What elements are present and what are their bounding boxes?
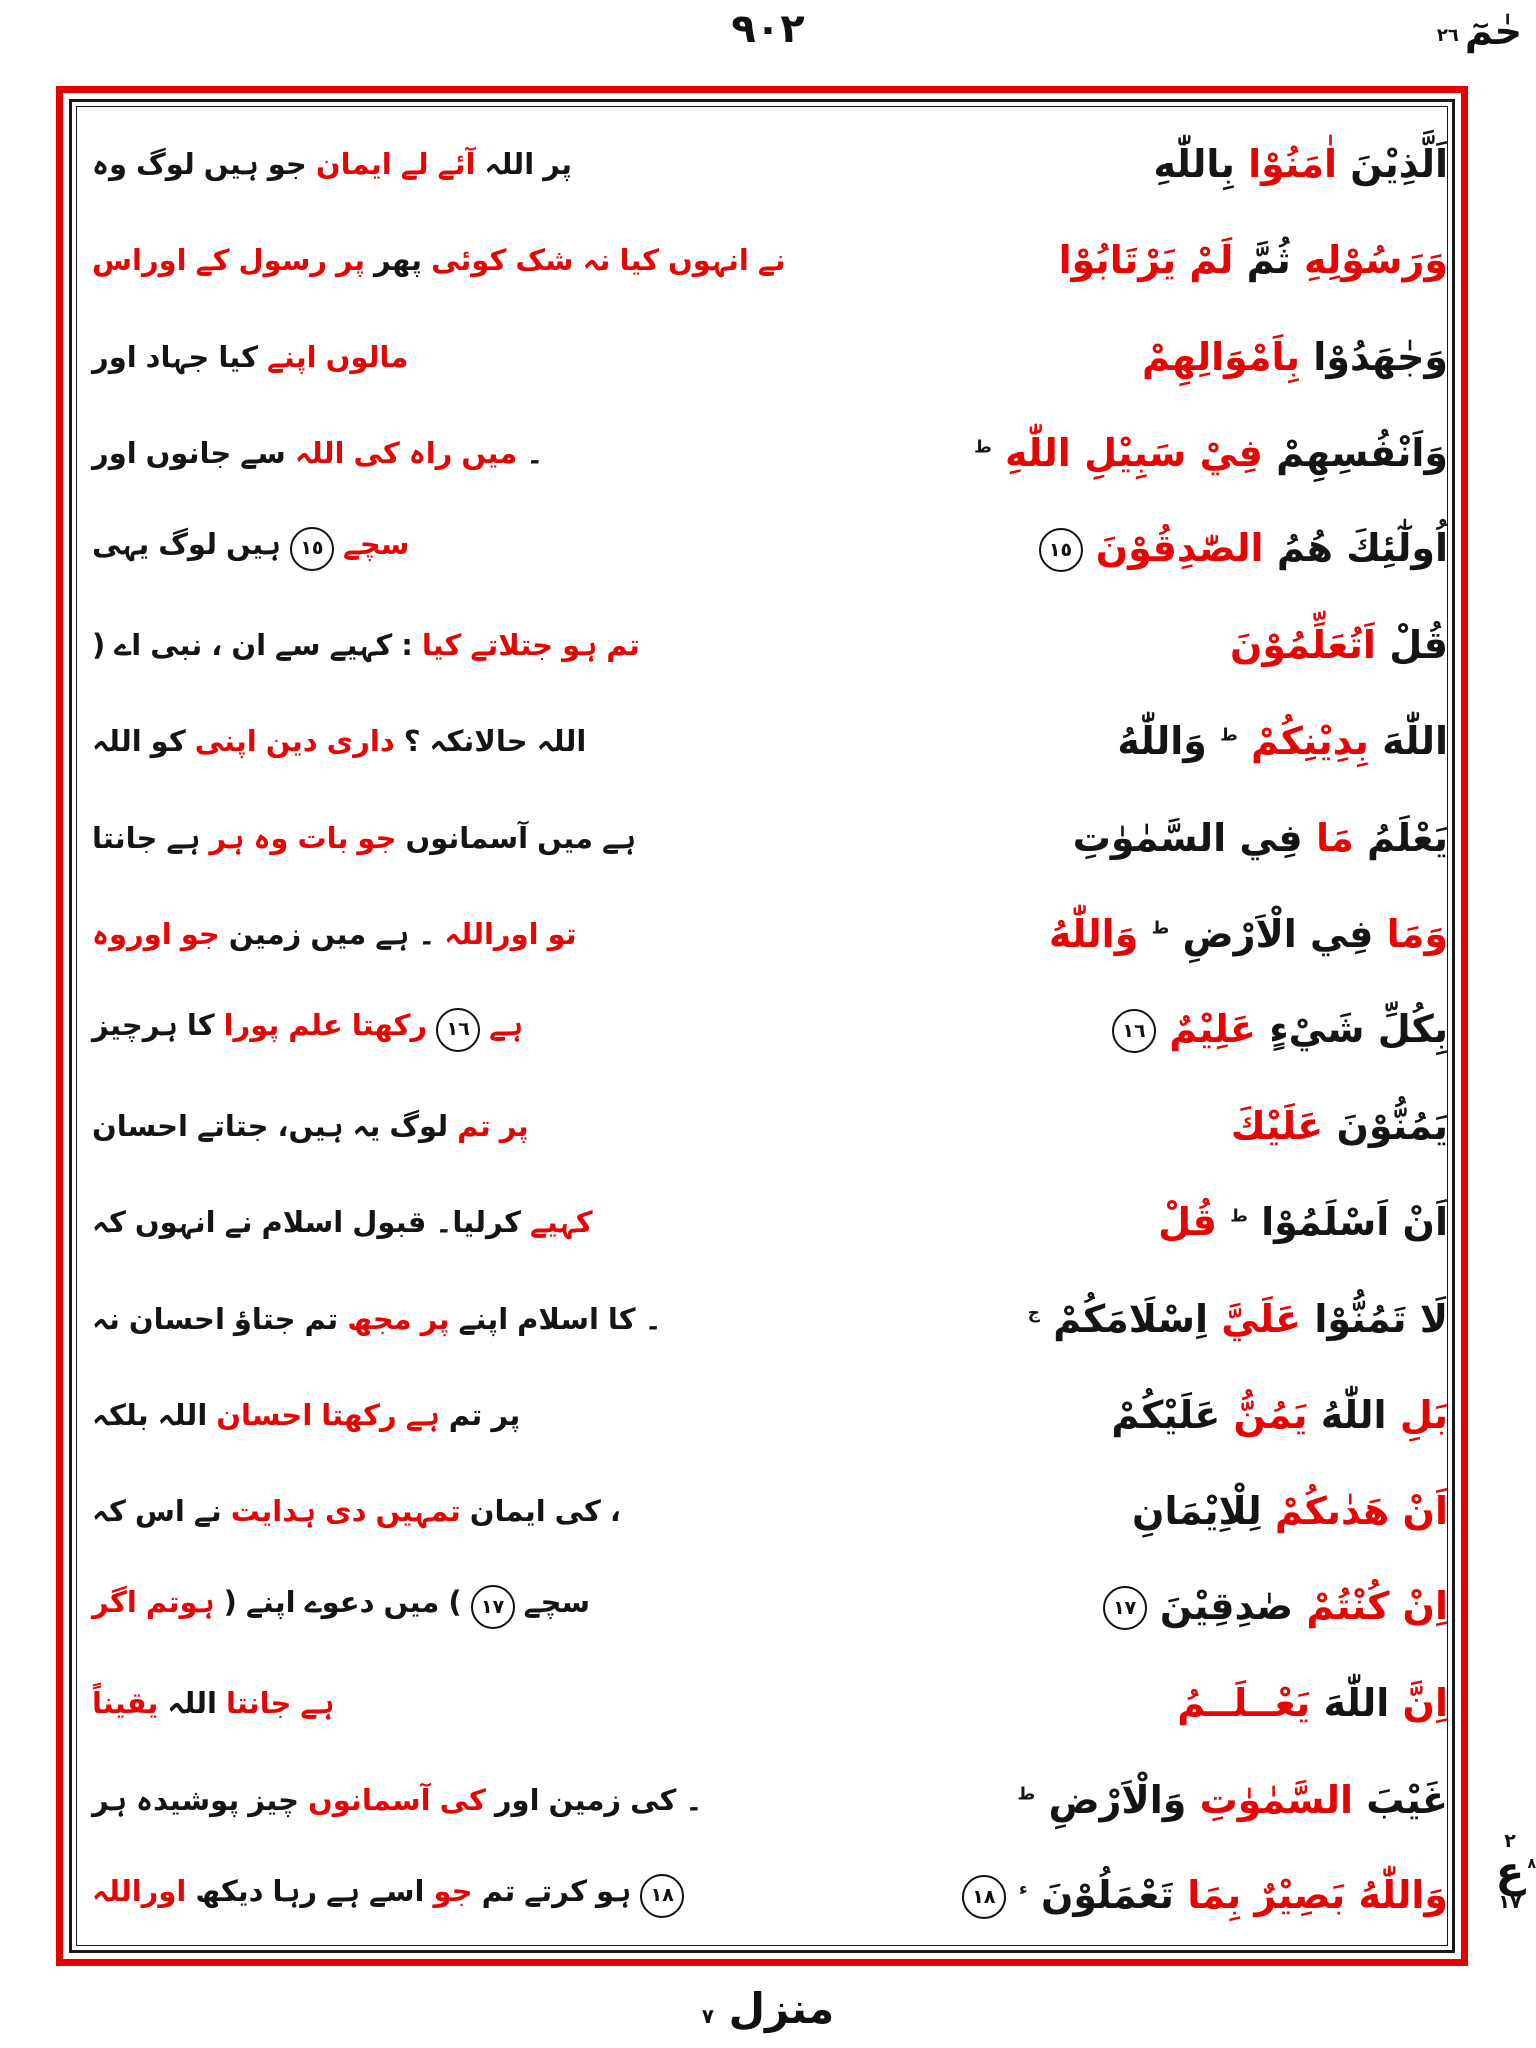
urdu-word: ۔ xyxy=(418,916,436,951)
ayah-medallion: ١٨ xyxy=(640,1874,684,1918)
urdu-word: دیکھ xyxy=(195,1873,264,1908)
arabic-phrase: قُلْ xyxy=(1389,623,1448,668)
arabic-phrase: وَجٰهَدُوْا xyxy=(1313,334,1448,379)
urdu-word: کہ xyxy=(92,1493,126,1528)
urdu-word: کی xyxy=(439,1782,486,1817)
arabic-ayah-line xyxy=(888,1200,1452,1244)
urdu-word: ہو xyxy=(596,1873,632,1908)
urdu-word: میں xyxy=(383,1585,440,1620)
urdu-word: ایمان xyxy=(469,1493,546,1528)
urdu-word: ، xyxy=(211,628,223,663)
ayah-medallion: ١٧ xyxy=(1103,1586,1147,1630)
urdu-word: دین xyxy=(265,724,318,759)
arabic-phrase: فِي السَّمٰوٰتِ xyxy=(1072,815,1303,860)
urdu-word: ۔ xyxy=(526,435,544,470)
arabic-phrase: اَنْ اَسْلَمُوْا xyxy=(1261,1200,1448,1245)
arabic-phrase: يَمُنُّ xyxy=(1233,1392,1308,1437)
urdu-word: نہ xyxy=(92,1301,120,1336)
arabic-phrase: اِسْلَامَكُمْ xyxy=(1053,1296,1208,1341)
urdu-word: ہوتم xyxy=(145,1585,215,1620)
ruku-ayah-count: ٨ xyxy=(1527,1856,1536,1872)
urdu-word: میں xyxy=(310,916,367,951)
urdu-word: ہے xyxy=(489,1007,524,1042)
urdu-word: مالوں xyxy=(325,339,409,374)
arabic-phrase: وَاللّٰهُ xyxy=(1048,911,1139,956)
urdu-word: کہیے xyxy=(329,628,393,663)
urdu-word: اوروہ xyxy=(92,916,172,951)
ayah-row xyxy=(88,597,1452,693)
ruku-ain-symbol: ع ٨ xyxy=(1495,1847,1536,1896)
urdu-word: نے xyxy=(193,1493,222,1528)
urdu-word: جو xyxy=(433,1873,473,1908)
urdu-word: آسمانوں xyxy=(308,1782,431,1817)
urdu-word: پر xyxy=(543,147,573,182)
urdu-translation-line xyxy=(88,527,722,571)
urdu-word: ہر xyxy=(92,1782,128,1817)
urdu-word: کا xyxy=(186,1007,215,1042)
urdu-word: سچے xyxy=(342,526,410,561)
urdu-word: یقیناً xyxy=(92,1686,159,1721)
urdu-word: ۔ xyxy=(685,1782,703,1817)
arabic-phrase: لِلْاِيْمَانِ xyxy=(1132,1488,1262,1533)
ayah-row xyxy=(88,1848,1452,1944)
urdu-translation-line xyxy=(88,147,722,181)
ayah-row xyxy=(88,886,1452,982)
urdu-word: تم xyxy=(481,1873,516,1908)
urdu-word: دعوے xyxy=(304,1585,375,1620)
urdu-word: اللہ xyxy=(157,1397,208,1432)
urdu-word: تو xyxy=(547,916,577,951)
ayah-medallion: ١٦ xyxy=(1112,1009,1156,1053)
urdu-word: اور xyxy=(92,339,137,374)
juz-number: ٢٦ xyxy=(1436,25,1459,46)
urdu-translation-line xyxy=(88,1398,722,1432)
urdu-word: جو xyxy=(180,916,220,951)
ayah-row xyxy=(88,1655,1452,1751)
urdu-translation-line xyxy=(88,1783,722,1817)
arabic-ayah-line xyxy=(888,1681,1452,1725)
urdu-word: قبول xyxy=(352,1205,427,1240)
urdu-word: اپنے xyxy=(266,339,317,374)
urdu-word: ہرچیز xyxy=(92,1007,178,1042)
urdu-word: رسول xyxy=(238,243,328,278)
ayah-medallion: ١٥ xyxy=(1039,528,1083,572)
urdu-word: اللہ xyxy=(92,724,142,759)
arabic-phrase: اُولٰٓئِكَ هُمُ xyxy=(1276,525,1448,570)
ayah-row xyxy=(88,693,1452,789)
arabic-phrase: لَمْ يَرْتَابُوْا xyxy=(1058,238,1234,283)
urdu-word: اپنے xyxy=(245,1585,296,1620)
urdu-word: اوراس xyxy=(92,243,187,278)
urdu-word: میں xyxy=(537,820,593,855)
mushaf-text-area xyxy=(88,116,1452,1944)
waqf-mark: ط xyxy=(1017,1783,1036,1804)
arabic-ayah-line xyxy=(888,238,1452,282)
arabic-phrase: وَالْاَرْضِ xyxy=(1048,1777,1187,1822)
urdu-word: مجھ xyxy=(347,1301,412,1336)
urdu-word: جتاتے xyxy=(197,1109,269,1144)
arabic-phrase: مَا xyxy=(1315,815,1354,860)
arabic-ayah-line xyxy=(888,335,1452,379)
arabic-phrase: اٰمَنُوْا xyxy=(1248,142,1338,187)
urdu-word: اپنے xyxy=(458,1301,509,1336)
urdu-word: کی xyxy=(353,435,400,470)
ayah-row xyxy=(88,405,1452,501)
urdu-word: آسمانوں xyxy=(405,820,529,855)
urdu-word: نے xyxy=(757,243,786,278)
urdu-word: ہیں، xyxy=(277,1109,344,1144)
urdu-word: اگر xyxy=(92,1585,137,1620)
urdu-word: اور xyxy=(92,435,137,470)
ayah-medallion: ١٨ xyxy=(962,1875,1006,1919)
arabic-phrase: وَرَسُوْلِهِ xyxy=(1303,238,1448,283)
urdu-word: ۔ xyxy=(644,1301,662,1336)
arabic-phrase: يَمُنُّوْنَ xyxy=(1336,1104,1448,1149)
urdu-word: اسے xyxy=(369,1873,425,1908)
urdu-word: سے xyxy=(240,435,286,470)
ayah-row xyxy=(88,212,1452,308)
urdu-word: تم xyxy=(457,1109,491,1144)
urdu-word: نہ xyxy=(582,243,611,278)
arabic-phrase: عَلَيْكُمْ xyxy=(1111,1392,1221,1437)
urdu-word: پر xyxy=(491,1397,521,1432)
arabic-ayah-line xyxy=(888,912,1452,956)
arabic-phrase: فِيْ سَبِيْلِ اللّٰهِ xyxy=(1004,430,1263,475)
arabic-phrase: السَّمٰوٰتِ xyxy=(1199,1777,1354,1822)
urdu-word: ہر xyxy=(209,820,245,855)
arabic-phrase: فِي الْاَرْضِ xyxy=(1182,911,1374,956)
arabic-ayah-line xyxy=(888,526,1452,573)
urdu-word: اوراللہ xyxy=(92,1873,187,1908)
arabic-phrase: يَعْــلَــمُ xyxy=(1177,1681,1311,1726)
urdu-word: یہی xyxy=(92,526,150,561)
arabic-ayah-line xyxy=(888,1584,1452,1631)
arabic-ayah-line xyxy=(888,1873,1452,1920)
urdu-translation-line xyxy=(88,1874,722,1918)
urdu-word: جانتا xyxy=(92,820,158,855)
urdu-word: سچے xyxy=(523,1585,591,1620)
page-number: ٩٠٢ xyxy=(731,6,805,52)
urdu-word: لوگ xyxy=(136,147,195,182)
urdu-translation-line xyxy=(88,340,722,374)
urdu-word: اللہ xyxy=(536,724,587,759)
urdu-translation-line xyxy=(88,628,722,662)
ayah-medallion: ١٦ xyxy=(436,1008,480,1052)
urdu-word: ) xyxy=(448,1585,462,1620)
ayah-medallion: ١٧ xyxy=(471,1585,515,1629)
urdu-word: اللہ xyxy=(294,435,345,470)
arabic-phrase: بِكُلِّ شَيْءٍ xyxy=(1269,1006,1448,1051)
urdu-word: ہو xyxy=(562,628,598,663)
urdu-word: اوراللہ xyxy=(444,916,539,951)
urdu-word: جانوں xyxy=(145,435,232,470)
urdu-word: احسان xyxy=(92,1109,188,1144)
urdu-word: ہے xyxy=(405,1397,440,1432)
arabic-phrase: تَعْمَلُوْنَ xyxy=(1040,1872,1174,1917)
arabic-phrase: اللّٰهُ xyxy=(1320,1392,1387,1437)
arabic-ayah-line xyxy=(888,1489,1452,1533)
urdu-word: جتلاتے xyxy=(470,628,554,663)
urdu-word: پر xyxy=(499,1109,529,1144)
ayah-row xyxy=(88,1367,1452,1463)
arabic-phrase: اَتُعَلِّمُوْنَ xyxy=(1229,623,1376,668)
ayah-row xyxy=(88,1463,1452,1559)
urdu-word: ، xyxy=(609,1493,621,1528)
urdu-word: وہ xyxy=(253,820,289,855)
urdu-word: : xyxy=(401,628,413,663)
urdu-word: کہیے xyxy=(529,1205,593,1240)
urdu-word: کرتے xyxy=(524,1873,588,1908)
arabic-phrase: بِاَمْوَالِهِمْ xyxy=(1141,334,1301,379)
urdu-word: کوئی xyxy=(431,243,507,278)
arabic-phrase: غَيْبَ xyxy=(1366,1777,1448,1822)
urdu-word: تمہیں xyxy=(375,1493,461,1528)
urdu-word: ہیں xyxy=(203,147,259,182)
ayah-row xyxy=(88,1174,1452,1270)
arabic-ayah-line xyxy=(888,1104,1452,1148)
arabic-ayah-line xyxy=(888,719,1452,763)
urdu-word: دی xyxy=(325,1493,367,1528)
urdu-word: میں xyxy=(461,435,518,470)
urdu-word: لوگ xyxy=(158,526,217,561)
waqf-mark: ط xyxy=(1220,725,1238,746)
urdu-translation-line xyxy=(88,1302,722,1336)
urdu-word: بلکہ xyxy=(92,1397,149,1432)
ayah-row xyxy=(88,1751,1452,1847)
arabic-phrase: وَمَا xyxy=(1386,911,1448,956)
arabic-ayah-line xyxy=(888,623,1452,667)
urdu-word: کیا xyxy=(421,628,462,663)
arabic-phrase: عَلَيْكَ xyxy=(1230,1104,1324,1149)
ayah-row xyxy=(88,1078,1452,1174)
urdu-word: لوگ xyxy=(389,1109,449,1144)
urdu-word: کے xyxy=(195,243,230,278)
juz-marker xyxy=(1436,9,1522,53)
urdu-word: تم xyxy=(304,1301,339,1336)
waqf-mark: ط xyxy=(1230,1206,1248,1227)
urdu-word: زمین xyxy=(228,916,302,951)
urdu-word: اسلام xyxy=(517,1301,599,1336)
arabic-phrase: وَاللّٰهُ بَصِيْرٌ بِمَا xyxy=(1187,1872,1448,1917)
urdu-word: رہا xyxy=(272,1873,318,1908)
arabic-phrase: اللّٰهَ xyxy=(1382,719,1448,764)
arabic-ayah-line xyxy=(888,1393,1452,1437)
urdu-word: داری xyxy=(326,724,395,759)
urdu-word: نبی xyxy=(150,628,203,663)
arabic-ayah-line xyxy=(888,1778,1452,1822)
urdu-word: ( xyxy=(92,628,106,663)
urdu-word: وہ xyxy=(92,147,128,182)
urdu-word: انہوں xyxy=(668,243,749,278)
arabic-phrase: وَاللّٰهُ xyxy=(1117,719,1207,764)
ruku-number-in-surah: ٢ xyxy=(1504,1830,1516,1852)
urdu-word: جو xyxy=(357,820,397,855)
urdu-word: رکھتا xyxy=(321,1397,397,1432)
urdu-word: راہ xyxy=(408,435,453,470)
urdu-word: احسان xyxy=(128,1301,225,1336)
arabic-phrase: اِنْ كُنْتُمْ xyxy=(1306,1583,1448,1628)
urdu-word: کہ xyxy=(92,1205,126,1240)
urdu-translation-line xyxy=(88,436,722,470)
urdu-word: ہے xyxy=(166,820,201,855)
urdu-word: آئے xyxy=(437,147,476,182)
urdu-word: جتاؤ xyxy=(233,1301,296,1336)
urdu-word: ہے xyxy=(300,1686,335,1721)
urdu-word: کیا xyxy=(619,243,660,278)
urdu-translation-line xyxy=(88,1008,722,1052)
arabic-phrase: بَلِ xyxy=(1399,1392,1448,1437)
waqf-mark: ء xyxy=(1019,1878,1028,1899)
ayah-row xyxy=(88,982,1452,1078)
urdu-translation-line xyxy=(88,917,722,951)
urdu-word: زمین xyxy=(548,1782,622,1817)
urdu-word: اپنی xyxy=(194,724,257,759)
arabic-phrase: اللّٰهَ xyxy=(1323,1681,1390,1726)
urdu-word: رکھتا xyxy=(351,1007,428,1042)
manzil-marker xyxy=(0,1984,1536,2033)
urdu-translation-line xyxy=(88,724,722,758)
arabic-phrase: بِدِيْنِكُمْ xyxy=(1251,719,1369,764)
urdu-word: تم xyxy=(606,628,640,663)
urdu-translation-line xyxy=(88,1585,722,1629)
arabic-phrase: قُلْ xyxy=(1158,1200,1217,1245)
urdu-word: کیا xyxy=(218,339,258,374)
urdu-word: ہیں xyxy=(226,526,281,561)
urdu-translation-line xyxy=(88,243,786,278)
urdu-word: احسان xyxy=(216,1397,313,1432)
arabic-phrase: صٰدِقِيْنَ xyxy=(1159,1583,1294,1628)
waqf-mark: ج xyxy=(1027,1302,1041,1323)
urdu-word: اللہ xyxy=(484,147,535,182)
urdu-word: چیز xyxy=(248,1782,299,1817)
urdu-translation-line xyxy=(88,1494,722,1528)
ayah-row xyxy=(88,308,1452,404)
urdu-word: شک xyxy=(515,243,574,278)
urdu-word: اور xyxy=(494,1782,540,1817)
urdu-word: ہے xyxy=(602,820,636,855)
arabic-ayah-line xyxy=(888,816,1452,860)
arabic-phrase: اِنَّ xyxy=(1402,1681,1448,1726)
arabic-ayah-line xyxy=(888,1007,1452,1054)
arabic-phrase: عَلِيْمٌ xyxy=(1169,1006,1256,1051)
manzil-number: ۷ xyxy=(701,2004,714,2028)
urdu-word: اس xyxy=(134,1493,185,1528)
urdu-translation-line xyxy=(88,1109,722,1143)
urdu-word: ہے xyxy=(326,1873,361,1908)
urdu-word: اے xyxy=(114,628,142,663)
arabic-phrase: بِاللّٰهِ xyxy=(1153,142,1235,187)
urdu-word: پر xyxy=(336,243,365,278)
urdu-word: تم xyxy=(448,1397,483,1432)
ayah-row xyxy=(88,1270,1452,1366)
arabic-phrase: عَلَيَّ xyxy=(1221,1296,1302,1341)
urdu-word: ( xyxy=(223,1585,237,1620)
juz-name: حٰمٓ xyxy=(1464,9,1522,53)
waqf-mark: ط xyxy=(974,437,992,458)
urdu-word: حالانکہ xyxy=(429,724,528,759)
urdu-word: بات xyxy=(297,820,349,855)
arabic-ayah-line xyxy=(888,1297,1452,1341)
urdu-word: جہاد xyxy=(145,339,210,374)
urdu-word: ان xyxy=(231,628,267,663)
urdu-word: پر xyxy=(420,1301,450,1336)
ayah-row xyxy=(88,1559,1452,1655)
urdu-word: ہے xyxy=(375,916,410,951)
arabic-phrase: ثُمَّ xyxy=(1246,238,1291,283)
urdu-word: ہدایت xyxy=(230,1493,316,1528)
urdu-word: جو xyxy=(267,147,307,182)
urdu-translation-line xyxy=(88,1686,722,1720)
urdu-word: کی xyxy=(630,1782,677,1817)
arabic-phrase: لَا تَمُنُّوْا xyxy=(1314,1296,1448,1341)
urdu-word: کا xyxy=(607,1301,636,1336)
manzil-label: منزل xyxy=(728,1984,835,2033)
arabic-phrase: اَنْ هَدٰىكُمْ xyxy=(1274,1488,1448,1533)
ayah-row xyxy=(88,501,1452,597)
arabic-phrase: وَاَنْفُسِهِمْ xyxy=(1276,430,1448,475)
urdu-word: پھر xyxy=(373,243,423,278)
urdu-word: کو xyxy=(150,724,186,759)
urdu-translation-line xyxy=(88,1205,722,1239)
urdu-word: پوشیدہ xyxy=(136,1782,240,1817)
arabic-ayah-line xyxy=(888,142,1452,186)
urdu-word: سے xyxy=(275,628,321,663)
arabic-phrase: اَلَّذِيْنَ xyxy=(1350,142,1448,187)
urdu-word: اسلام xyxy=(261,1205,344,1240)
urdu-word: پورا xyxy=(223,1007,280,1042)
ruku-marker xyxy=(1486,1832,1534,1912)
ruku-number-in-juz: ١٧ xyxy=(1498,1891,1522,1913)
urdu-word: اللہ xyxy=(167,1686,217,1721)
arabic-phrase: يَعْلَمُ xyxy=(1366,815,1448,860)
urdu-word: یہ xyxy=(352,1109,381,1144)
urdu-word: کی xyxy=(554,1493,601,1528)
urdu-word: علم xyxy=(288,1007,343,1042)
waqf-mark: ط xyxy=(1151,918,1170,939)
urdu-word: نے xyxy=(224,1205,253,1240)
arabic-phrase: الصّٰدِقُوْنَ xyxy=(1095,525,1264,570)
ayah-medallion: ١٥ xyxy=(290,527,334,571)
urdu-word: ؟ xyxy=(403,724,421,759)
urdu-word: لے xyxy=(400,147,429,182)
urdu-word: ایمان xyxy=(315,147,392,182)
ayah-row xyxy=(88,116,1452,212)
ayah-row xyxy=(88,789,1452,885)
urdu-translation-line xyxy=(88,821,722,855)
arabic-ayah-line xyxy=(888,431,1452,475)
urdu-word: جانتا xyxy=(226,1686,292,1721)
urdu-word: انہوں xyxy=(134,1205,216,1240)
urdu-word: کرلیا۔ xyxy=(435,1205,521,1240)
